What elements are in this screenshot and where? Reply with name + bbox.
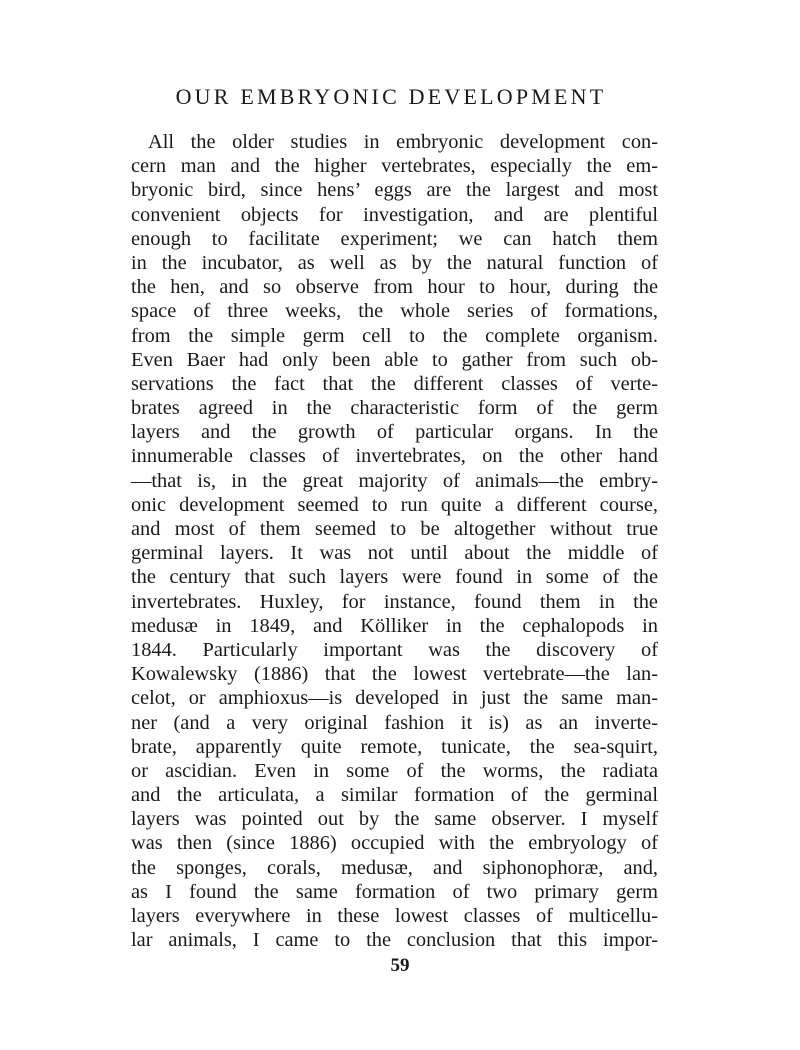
text-line: the sponges, corals, medusæ, and siphonophoræ, and, — [131, 856, 658, 879]
text-line: in the incubator, as well as by the natural function of — [131, 251, 658, 274]
text-line: and most of them seemed to be altogether without true — [131, 518, 658, 540]
text-line: germinal layers. It was not until about the middle of — [131, 542, 658, 565]
text-line: the hen, and so observe from hour to hour, during the — [131, 276, 658, 299]
page-number: 59 — [390, 955, 410, 976]
text-line: lar animals, I came to the conclusion that this impor- — [131, 929, 658, 952]
running-head: OUR EMBRYONIC DEVELOPMENT — [175, 84, 607, 109]
text-line: bryonic bird, since hens’ eggs are the largest and most — [131, 179, 658, 202]
text-line: cern man and the higher vertebrates, especially the em- — [131, 155, 658, 178]
text-line: the century that such layers were found in some of the — [131, 566, 658, 589]
text-line: All the older studies in embryonic development con- — [148, 131, 658, 153]
text-line: enough to facilitate experiment; we can hatch them — [131, 227, 658, 250]
text-line: was then (since 1886) occupied with the embryology of — [131, 832, 658, 855]
text-line: layers and the growth of particular organs. In the — [131, 421, 658, 444]
text-line: Kowalewsky (1886) that the lowest vertebrate—the lan- — [131, 663, 658, 686]
body-text — [131, 130, 658, 952]
text-line: servations the fact that the different classes of verte- — [131, 372, 658, 395]
text-line: innumerable classes of invertebrates, on the other hand — [131, 445, 658, 468]
text-line: and the articulata, a similar formation of the germinal — [131, 784, 658, 807]
text-line: celot, or amphioxus—is developed in just the same man- — [131, 687, 658, 710]
text-line: layers everywhere in these lowest classes of multicellu- — [131, 905, 658, 927]
text-line: or ascidian. Even in some of the worms, the radiata — [131, 759, 658, 782]
text-line: 1844. Particularly important was the discovery of — [131, 638, 658, 661]
text-line: brates agreed in the characteristic form of the germ — [131, 397, 658, 420]
text-line: onic development seemed to run quite a different course, — [131, 493, 658, 516]
text-line: medusæ in 1849, and Kölliker in the cephalopods in — [131, 614, 658, 637]
text-line: convenient objects for investigation, and are plentiful — [131, 203, 658, 226]
text-line: from the simple germ cell to the complete organism. — [131, 324, 658, 347]
text-line: ner (and a very original fashion it is) as an inverte- — [131, 711, 658, 734]
text-line: space of three weeks, the whole series of formations, — [131, 300, 658, 323]
text-line: invertebrates. Huxley, for instance, found them in the — [131, 590, 658, 613]
text-line: Even Baer had only been able to gather from such ob- — [131, 348, 658, 371]
text-line: as I found the same formation of two primary germ — [131, 880, 658, 903]
text-line: layers was pointed out by the same observer. I myself — [131, 808, 658, 831]
text-line: brate, apparently quite remote, tunicate, the sea-squirt, — [131, 735, 658, 758]
text-line: —that is, in the great majority of animals—the embry- — [131, 469, 658, 492]
